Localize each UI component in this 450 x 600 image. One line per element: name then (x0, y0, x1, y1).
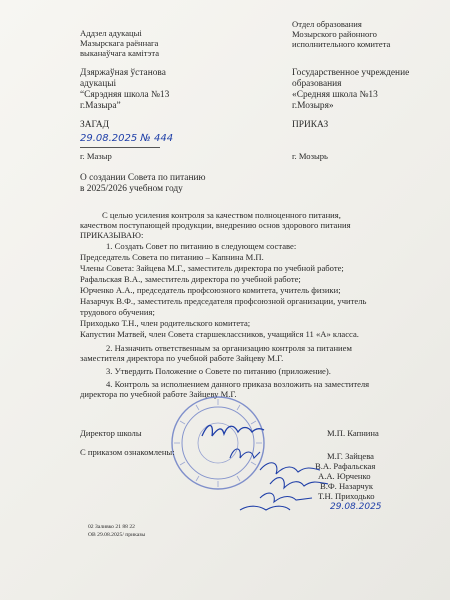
footer-line2: ОВ 29.08.2025/ приказы (88, 532, 146, 538)
date-underline (80, 147, 160, 148)
left-dept-line1: Аддзел адукацыі (80, 28, 142, 38)
right-dept-line1: Отдел образования (292, 19, 362, 29)
left-inst-line3: “Сярэдняя школа №13 (80, 90, 170, 100)
subject-line2: в 2025/2026 учебном году (80, 184, 183, 194)
handwritten-date-number: 29.08.2025 № 444 (80, 133, 174, 144)
right-inst-line1: Государственное учреждение (292, 68, 410, 78)
right-city: г. Мозырь (292, 151, 328, 161)
body-member-line4: Юрченко А.А., председатель профсоюзного комитета, учитель физики; (80, 285, 341, 295)
left-city: г. Мазыр (80, 151, 112, 161)
body-member-line1: Председатель Совета по питанию – Капнина М.П. (80, 252, 264, 262)
director-label: Директор школы (80, 428, 142, 438)
right-inst-line2: образования (292, 79, 342, 89)
right-dept-line3: исполнительного комитета (292, 39, 391, 49)
subject-line1: О создании Совета по питанию (80, 173, 206, 183)
body-p1-line2: качеством поступающей продукции, внедрению основ здорового питания (80, 220, 351, 230)
left-inst-line1: Дзяржаўная ўстанова (80, 68, 166, 78)
body-p1-line1: С целью усиления контроля за качеством полноценного питания, (102, 210, 341, 220)
left-inst-line2: адукацыі (80, 79, 117, 89)
footer-line1: 02 Заливко 21 88 22 (88, 524, 135, 530)
ack-name-1: М.Г. Зайцева (327, 451, 374, 461)
body-member-line2: Члены Совета: Зайцева М.Г., заместитель директора по учебной работе; (80, 263, 344, 273)
body-item3: 3. Утвердить Положение о Совете по питанию (приложение). (106, 366, 331, 376)
right-inst-line3: «Средняя школа №13 (292, 90, 378, 100)
handwritten-ack-date: 29.08.2025 (330, 502, 382, 512)
body-member-line6: трудового обучения; (80, 307, 155, 317)
body-member-line7: Приходько Т.Н., член родительского комитета; (80, 318, 251, 328)
left-doc-type: ЗАГАД (80, 120, 110, 130)
left-inst-line4: г.Мазыра” (80, 101, 121, 111)
right-doc-type: ПРИКАЗ (292, 120, 329, 130)
body-member-line8: Капустин Матвей, член Совета старшеклассников, учащийся 11 «А» класса. (80, 329, 359, 339)
right-inst-line4: г.Мозыря» (292, 101, 334, 111)
body-item1: 1. Создать Совет по питанию в следующем составе: (106, 241, 297, 251)
right-dept-line2: Мозырского районного (292, 29, 377, 39)
left-dept-line3: выканаўчага камітэта (80, 48, 160, 58)
left-dept-line2: Мазырскага раённага (80, 38, 159, 48)
body-p1-line3: ПРИКАЗЫВАЮ: (80, 230, 144, 240)
ack-label: С приказом ознакомлены: (80, 447, 175, 457)
director-name: М.П. Капнина (327, 428, 379, 438)
body-item2-line1: 2. Назначить ответственным за организацию контроля за питанием (106, 343, 352, 353)
ack-name-4: В.Ф. Назарчук (320, 481, 374, 491)
body-item2-line2: заместителя директора по учебной работе Зайцеву М.Г. (80, 353, 284, 363)
body-item4-line2: директора по учебной работе Зайцеву М.Г. (80, 389, 237, 399)
body-member-line3: Рафальская В.А., заместитель директора по учебной работе; (80, 274, 301, 284)
body-member-line5: Назарчук В.Ф., заместитель председателя профсоюзной организации, учитель (80, 296, 367, 306)
ack-name-5: Т.Н. Приходько (318, 491, 375, 501)
ack-name-3: А.А. Юрченко (318, 471, 371, 481)
ack-name-2: В.А. Рафальская (315, 461, 376, 471)
body-item4-line1: 4. Контроль за исполнением данного приказа возложить на заместителя (106, 379, 370, 389)
